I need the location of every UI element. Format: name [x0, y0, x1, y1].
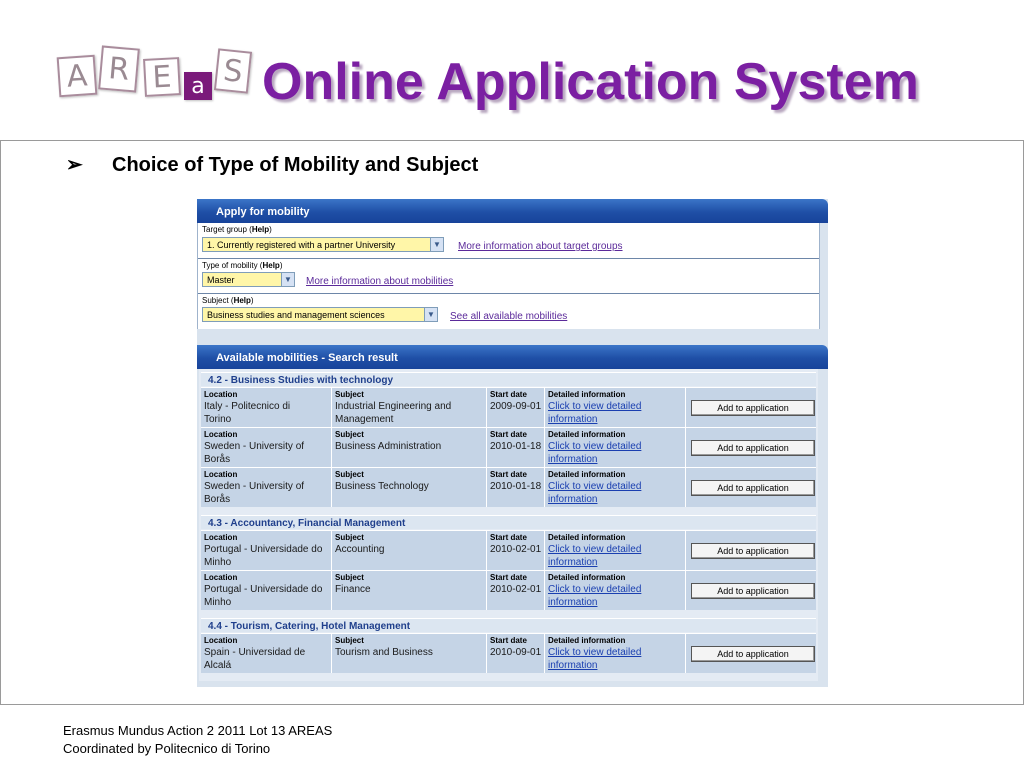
logo-letter-e: E — [143, 57, 181, 97]
group-title: 4.4 - Tourism, Catering, Hotel Management — [201, 618, 816, 632]
target-group-value: 1. Currently registered with a partner University — [207, 240, 396, 250]
add-to-application-button[interactable]: Add to application — [691, 480, 815, 496]
table-row: Location Portugal - Universidade do Minho Subject Accounting Start date 2010-02-01 Detailed information Click to view detailed information Add to application — [201, 530, 816, 570]
add-to-application-button[interactable]: Add to application — [691, 400, 815, 416]
subject-row — [198, 294, 819, 329]
start-date: 2010-02-01 — [490, 544, 542, 555]
subject-value: Business studies and management sciences — [207, 310, 385, 320]
detail-link[interactable]: Click to view detailed information — [548, 544, 642, 568]
detail-link[interactable]: Click to view detailed information — [548, 584, 642, 608]
chevron-down-icon[interactable]: ▼ — [281, 272, 295, 287]
target-group-label: Target group (Help) — [202, 225, 272, 234]
subject-value: Tourism and Business — [335, 647, 433, 658]
add-to-application-button[interactable]: Add to application — [691, 646, 815, 662]
results-list — [199, 369, 818, 681]
location-value: Portugal - Universidade do — [204, 584, 323, 595]
table-row: Location Sweden - University of Borås Subject Business Administration Start date 2010-01-18 Detailed information Click to view detailed information Add to application — [201, 427, 816, 467]
location-value: Portugal - Universidade do — [204, 544, 323, 555]
chevron-down-icon[interactable]: ▼ — [430, 237, 444, 252]
detail-link[interactable]: Click to view detailed information — [548, 481, 642, 505]
subject-value: Business Administration — [335, 441, 442, 452]
bullet-text: Choice of Type of Mobility and Subject — [112, 154, 479, 176]
bullet-heading — [66, 152, 478, 177]
start-date: 2009-09-01 — [490, 401, 542, 412]
mobility-type-row — [198, 259, 819, 294]
target-group-info-link[interactable]: More information about target groups — [458, 241, 623, 252]
logo-letter-a: A — [57, 55, 98, 98]
slide-title: Online Application System — [262, 53, 919, 111]
areas-logo — [56, 44, 246, 100]
start-date: 2010-01-18 — [490, 481, 542, 492]
logo-letter-a-small: a — [184, 72, 212, 100]
location-value: Spain - Universidad de — [204, 647, 306, 658]
add-to-application-button[interactable]: Add to application — [691, 583, 815, 599]
table-row: Location Portugal - Universidade do Minho Subject Finance Start date 2010-02-01 Detailed information Click to view detailed information Add to application — [201, 570, 816, 610]
detail-link[interactable]: Click to view detailed information — [548, 441, 642, 465]
mobility-info-link[interactable]: More information about mobilities — [306, 276, 454, 287]
mobility-type-select[interactable] — [202, 272, 295, 287]
mobility-type-help-link[interactable]: Help — [262, 261, 280, 270]
table-row: Location Sweden - University of Borås Subject Business Technology Start date 2010-01-18 Detailed information Click to view detailed information Add to application — [201, 467, 816, 507]
group-title: 4.2 - Business Studies with technology — [201, 372, 816, 386]
logo-letter-r: R — [98, 45, 140, 92]
apply-panel-header: Apply for mobility — [197, 199, 828, 223]
location-value: Italy - Politecnico di — [204, 401, 291, 412]
mobility-type-value: Master — [207, 275, 235, 285]
location-value: Sweden - University of — [204, 441, 305, 452]
start-date: 2010-02-01 — [490, 584, 542, 595]
group-title: 4.3 - Accountancy, Financial Management — [201, 515, 816, 529]
subject-value: Business Technology — [335, 481, 429, 492]
target-group-select[interactable] — [202, 237, 444, 252]
table-row: Location Spain - Universidad de Alcalá Subject Tourism and Business Start date 2010-09-01 Detailed information Click to view detailed information Add to application — [201, 633, 816, 673]
subject-value: Accounting — [335, 544, 385, 555]
results-panel-header: Available mobilities - Search result — [197, 345, 828, 369]
all-mobilities-link[interactable]: See all available mobilities — [450, 311, 568, 322]
detail-link[interactable]: Click to view detailed information — [548, 401, 642, 425]
start-date: 2010-01-18 — [490, 441, 542, 452]
chevron-down-icon[interactable]: ▼ — [424, 307, 438, 322]
application-screenshot — [197, 199, 828, 687]
slide-footer — [63, 722, 332, 758]
mobility-type-label: Type of mobility (Help) — [202, 261, 283, 270]
subject-help-link[interactable]: Help — [233, 296, 251, 305]
target-group-help-link[interactable]: Help — [251, 225, 270, 234]
add-to-application-button[interactable]: Add to application — [691, 440, 815, 456]
apply-form — [197, 223, 820, 329]
logo-letter-s: S — [214, 48, 252, 93]
subject-value: Finance — [335, 584, 371, 595]
add-to-application-button[interactable]: Add to application — [691, 543, 815, 559]
footer-line-2: Coordinated by Politecnico di Torino — [63, 741, 271, 756]
location-value: Sweden - University of — [204, 481, 305, 492]
bullet-arrow-icon: ➢ — [66, 154, 83, 176]
subject-value: Industrial Engineering and — [335, 401, 452, 412]
subject-label: Subject (Help) — [202, 296, 254, 305]
table-row: Location Italy - Politecnico di Torino Subject Industrial Engineering and Management Start date 2009-09-01 Detailed information Click to view detailed information Add to application — [201, 387, 816, 427]
target-group-row — [198, 223, 819, 259]
footer-line-1: Erasmus Mundus Action 2 2011 Lot 13 AREAS — [63, 723, 333, 738]
subject-select[interactable] — [202, 307, 438, 322]
start-date: 2010-09-01 — [490, 647, 542, 658]
detail-link[interactable]: Click to view detailed information — [548, 647, 642, 671]
